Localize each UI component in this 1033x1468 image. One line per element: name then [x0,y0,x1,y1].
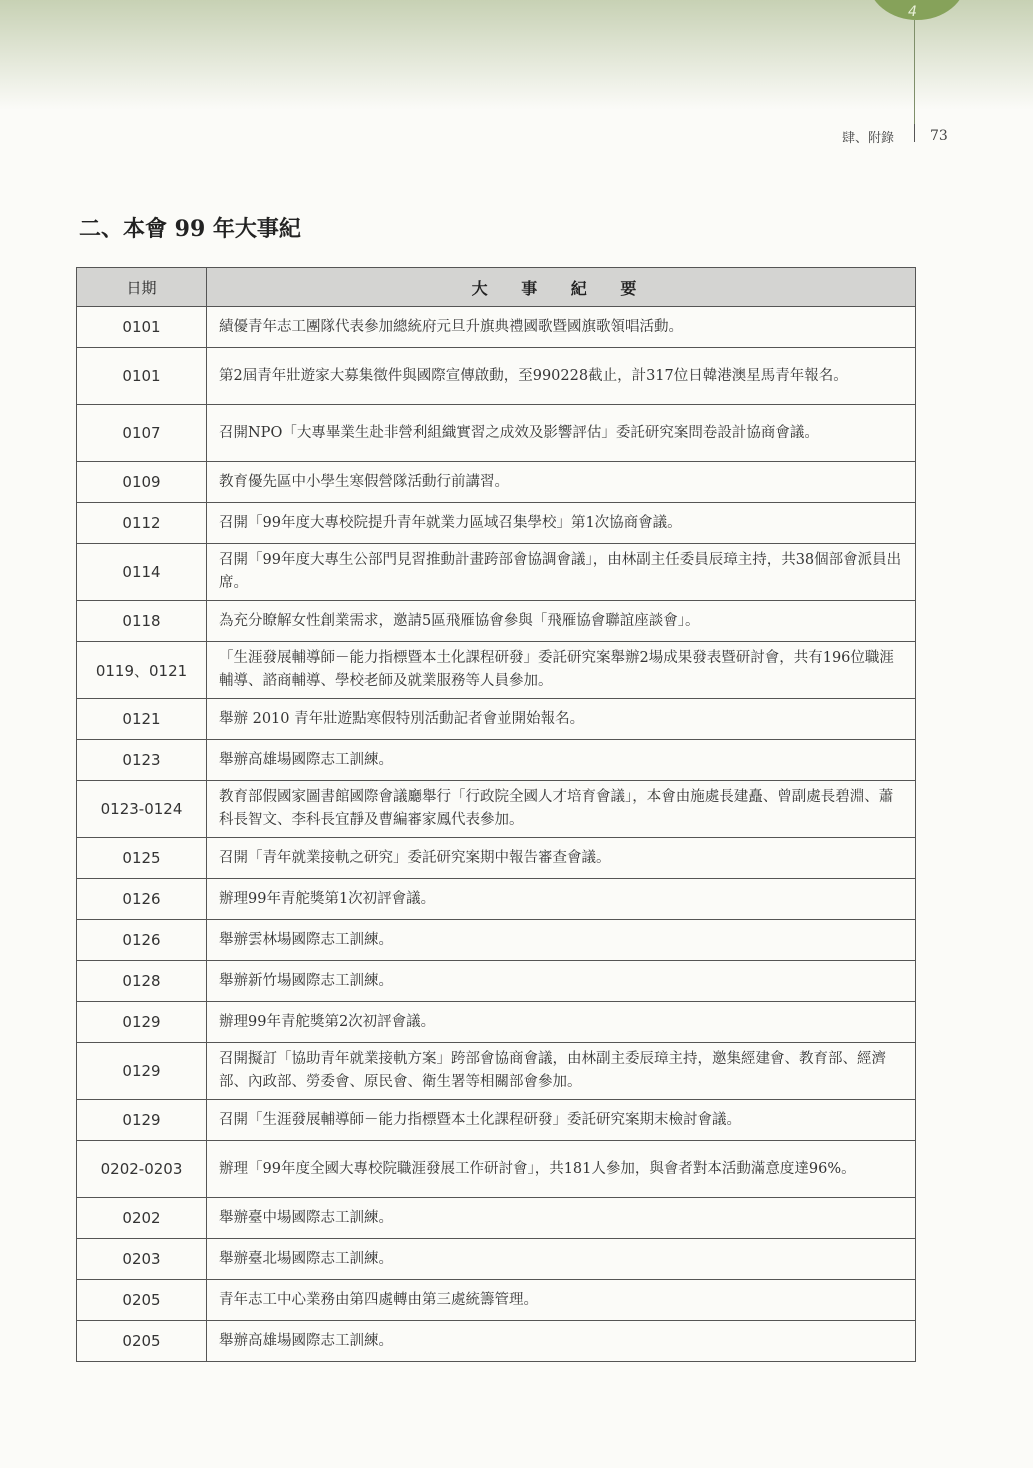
event-cell: 舉辦新竹場國際志工訓練。 [207,961,916,1002]
table-row [77,601,916,642]
margin-rule [914,20,915,140]
date-cell: 0126 [77,920,207,961]
event-cell: 舉辦高雄場國際志工訓練。 [207,740,916,781]
table-row [77,503,916,544]
event-cell: 辦理「99年度全國大專校院職涯發展工作研討會」，共181人參加，與會者對本活動滿意度達96%。 [207,1141,916,1198]
event-cell: 辦理99年青舵獎第1次初評會議。 [207,879,916,920]
page-number: 73 [930,128,948,144]
event-cell: 第2屆青年壯遊家大募集徵件與國際宣傳啟動，至990228截止，計317位日韓港澳星馬青年報名。 [207,348,916,405]
events-table [76,267,916,1362]
event-cell: 舉辦雲林場國際志工訓練。 [207,920,916,961]
event-cell: 教育優先區中小學生寒假營隊活動行前講習。 [207,462,916,503]
table-row [77,1239,916,1280]
section-title: 二、本會 99 年大事紀 [79,216,301,242]
table-row [77,462,916,503]
date-cell: 0109 [77,462,207,503]
date-cell: 0118 [77,601,207,642]
table-row [77,781,916,838]
running-header-section: 肆、附錄 [842,131,895,146]
table-row [77,1321,916,1362]
table-row [77,348,916,405]
date-cell: 0129 [77,1100,207,1141]
table-row [77,405,916,462]
column-header-event: 大 事 紀 要 [207,268,916,307]
date-cell: 0203 [77,1239,207,1280]
date-cell: 0126 [77,879,207,920]
event-cell: 教育部假國家圖書館國際會議廳舉行「行政院全國人才培育會議」，本會由施處長建矗、曾副處長碧淵、蕭科長智文、李科長宜靜及曹編審家鳳代表參加。 [207,781,916,838]
date-cell: 0202 [77,1198,207,1239]
table-row [77,1198,916,1239]
date-cell: 0205 [77,1321,207,1362]
date-cell: 0101 [77,348,207,405]
event-cell: 召開「青年就業接軌之研究」委託研究案期中報告審查會議。 [207,838,916,879]
event-cell: 召開NPO「大專畢業生赴非營利組織實習之成效及影響評估」委託研究案問卷設計協商會議。 [207,405,916,462]
date-cell: 0112 [77,503,207,544]
table-row [77,740,916,781]
event-cell: 舉辦高雄場國際志工訓練。 [207,1321,916,1362]
date-cell: 0123 [77,740,207,781]
table-header-row [77,268,916,307]
table-row [77,307,916,348]
table-row [77,699,916,740]
table-row [77,1043,916,1100]
table-row [77,879,916,920]
event-cell: 「生涯發展輔導師－能力指標暨本土化課程研發」委託研究案舉辦2場成果發表暨研討會，共有196位職涯輔導、諮商輔導、學校老師及就業服務等人員參加。 [207,642,916,699]
date-cell: 0121 [77,699,207,740]
date-cell: 0202-0203 [77,1141,207,1198]
table-row [77,1002,916,1043]
header-separator [914,124,915,142]
page-top-band [0,0,1033,110]
event-cell: 為充分瞭解女性創業需求，邀請5區飛雁協會參與「飛雁協會聯誼座談會」。 [207,601,916,642]
date-cell: 0129 [77,1043,207,1100]
date-cell: 0125 [77,838,207,879]
date-cell: 0101 [77,307,207,348]
event-cell: 召開「99年度大專校院提升青年就業力區域召集學校」第1次協商會議。 [207,503,916,544]
column-header-date: 日期 [77,268,207,307]
event-cell: 召開擬訂「協助青年就業接軌方案」跨部會協商會議，由林副主委辰璋主持，邀集經建會、教育部、經濟部、內政部、勞委會、原民會、衛生署等相關部會參加。 [207,1043,916,1100]
event-cell: 召開「99年度大專生公部門見習推動計畫跨部會協調會議」，由林副主任委員辰璋主持，共38個部會派員出席。 [207,544,916,601]
table-row [77,920,916,961]
event-cell: 召開「生涯發展輔導師－能力指標暨本土化課程研發」委託研究案期末檢討會議。 [207,1100,916,1141]
date-cell: 0114 [77,544,207,601]
event-cell: 青年志工中心業務由第四處轉由第三處統籌管理。 [207,1280,916,1321]
date-cell: 0107 [77,405,207,462]
event-cell: 舉辦臺中場國際志工訓練。 [207,1198,916,1239]
table-row [77,544,916,601]
table-row [77,1280,916,1321]
date-cell: 0128 [77,961,207,1002]
table-row [77,1141,916,1198]
event-cell: 舉辦臺北場國際志工訓練。 [207,1239,916,1280]
table-row [77,642,916,699]
table-row [77,838,916,879]
table-row [77,961,916,1002]
event-cell: 辦理99年青舵獎第2次初評會議。 [207,1002,916,1043]
event-cell: 績優青年志工團隊代表參加總統府元旦升旗典禮國歌暨國旗歌領唱活動。 [207,307,916,348]
chapter-tab-number: 4 [908,4,917,20]
table-row [77,1100,916,1141]
date-cell: 0205 [77,1280,207,1321]
date-cell: 0129 [77,1002,207,1043]
date-cell: 0119、0121 [77,642,207,699]
date-cell: 0123-0124 [77,781,207,838]
event-cell: 舉辦 2010 青年壯遊點寒假特別活動記者會並開始報名。 [207,699,916,740]
